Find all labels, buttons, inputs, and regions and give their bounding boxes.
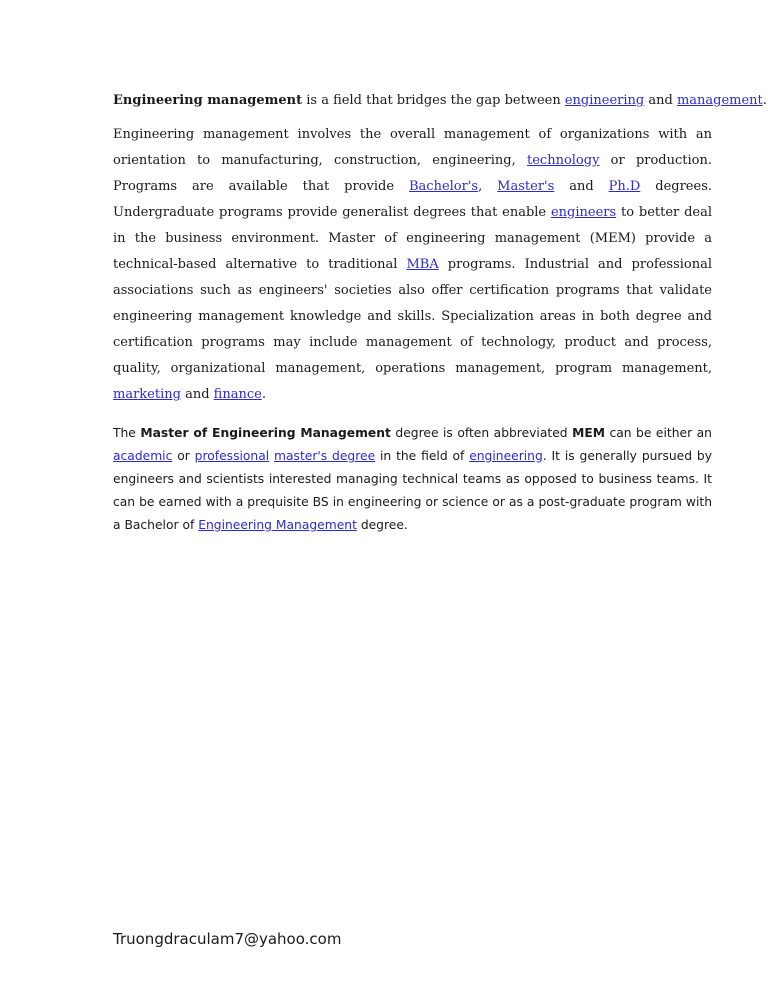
term-mem-abbrev: MEM xyxy=(572,426,605,440)
link-finance[interactable]: finance xyxy=(213,387,262,402)
link-phd[interactable]: Ph.D xyxy=(608,179,641,194)
overview-paragraph: Engineering management involves the overall management of organizations with an orientation to manufacturing, construction, engineering, technology or production. Programs are available that provide Bachelor's, Master's and Ph.D degrees. Undergraduate programs provide generalist degrees that enable engineers to better deal in the business environment. Master of engineering management (MEM) provide a technical-based alternative to traditional MBA programs. Industrial and professional associations such as engineers' societies also offer certification programs that validate engineering management knowledge and skills. Specialization areas in both degree and certification programs may include management of technology, product and process, quality, organizational management, operations management, program management, marketing and finance. xyxy=(113,127,713,402)
link-engineering-field[interactable]: engineering xyxy=(469,449,543,463)
link-professional[interactable]: professional xyxy=(194,449,270,463)
link-masters[interactable]: Master's xyxy=(497,179,555,194)
link-management[interactable]: management xyxy=(676,93,763,108)
link-technology[interactable]: technology xyxy=(527,153,600,168)
mem-paragraph: The Master of Engineering Management degree is often abbreviated MEM can be either an academic or professional master's degree in the field of engineering. It is generally pursued by engineers and scientists interested managing technical teams as opposed to business teams. It can be earned with a prequisite BS in engineering or science or as a post-graduate program with a Bachelor of Engineering Management degree. xyxy=(113,426,712,532)
intro-paragraph: Engineering management is a field that bridges the gap between engineering and management. xyxy=(113,93,767,108)
link-academic[interactable]: academic xyxy=(113,449,173,463)
link-masters-degree[interactable]: master's degree xyxy=(274,449,376,463)
link-engineering-management[interactable]: Engineering Management xyxy=(198,518,357,532)
link-marketing[interactable]: marketing xyxy=(113,387,181,402)
link-engineering[interactable]: engineering xyxy=(564,93,645,108)
term-engineering-management: Engineering management xyxy=(113,93,303,108)
document-body xyxy=(113,88,767,537)
link-bachelors[interactable]: Bachelor's xyxy=(408,179,479,194)
link-engineers[interactable]: engineers xyxy=(550,205,617,220)
footer-email: Truongdraculam7@yahoo.com xyxy=(113,930,342,948)
link-mba[interactable]: MBA xyxy=(406,257,439,272)
term-mem-full: Master of Engineering Management xyxy=(140,426,391,440)
